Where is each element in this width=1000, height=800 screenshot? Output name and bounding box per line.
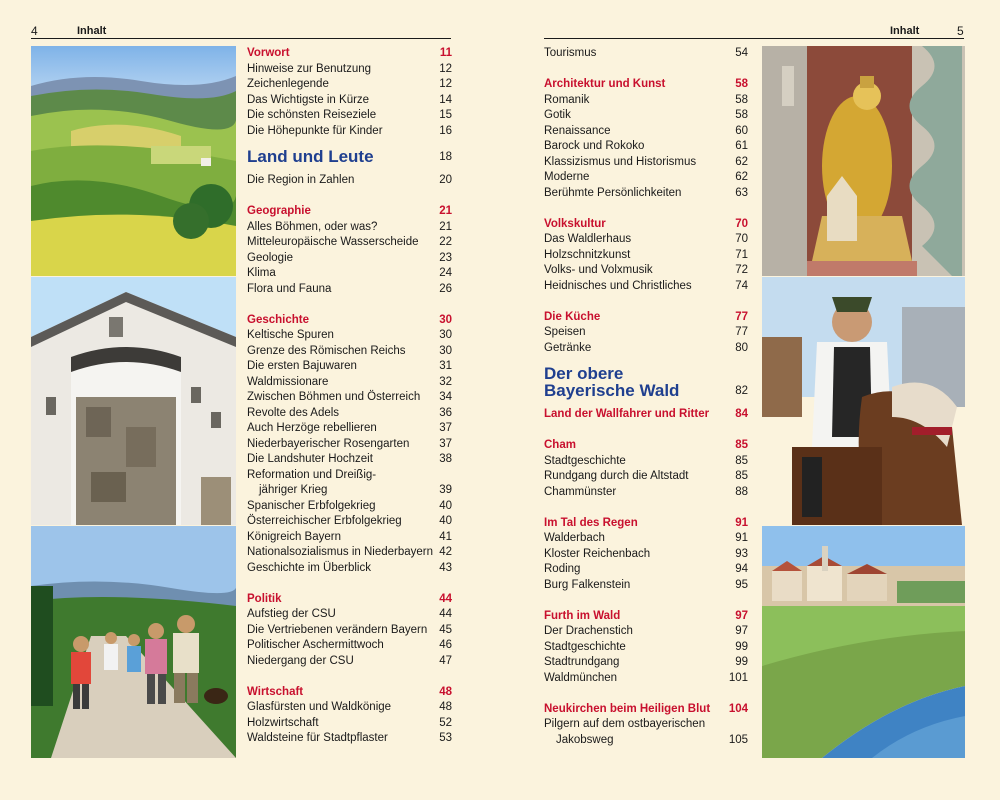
- toc-entry-title: Politischer Aschermittwoch: [247, 639, 384, 651]
- toc-entry-title: Jakobsweg: [556, 733, 614, 746]
- right-page-number: 5: [957, 24, 964, 38]
- toc-entry[interactable]: [544, 733, 748, 749]
- toc-spacer: [247, 669, 452, 685]
- toc-page-number: 24: [439, 267, 452, 279]
- toc-entry-title: Moderne: [544, 171, 590, 183]
- toc-page-number: 34: [439, 391, 452, 403]
- toc-entry[interactable]: [544, 671, 748, 687]
- toc-entry-title: Waldmünchen: [544, 671, 618, 684]
- toc-entry[interactable]: [247, 359, 452, 375]
- toc-entry-title: Klassizismus und Historismus: [544, 155, 697, 168]
- toc-entry-title: Land der Wallfahrer und Ritter: [544, 408, 710, 420]
- toc-entry-title: Vorwort: [247, 47, 290, 59]
- baroque-statue-photo: [762, 46, 965, 276]
- toc-page-number: 60: [735, 124, 748, 137]
- toc-chapter-heading[interactable]: [544, 516, 748, 532]
- toc-entry-title: Die Küche: [544, 310, 601, 323]
- toc-spacer: [247, 189, 452, 205]
- toc-entry-title: Niederbayerischer Rosengarten: [247, 437, 410, 450]
- toc-page-number: 36: [439, 406, 452, 419]
- toc-entry-title: Die Landshuter Hochzeit: [247, 453, 373, 465]
- toc-page-number: 72: [735, 264, 748, 276]
- toc-entry-title: Waldsteine für Stadtpflaster: [247, 732, 388, 744]
- toc-chapter-heading[interactable]: [544, 438, 748, 454]
- toc-page-number: 58: [735, 78, 748, 90]
- toc-entry[interactable]: [247, 530, 452, 546]
- toc-entry[interactable]: [544, 263, 748, 279]
- hikers-photo: [31, 526, 236, 758]
- toc-entry[interactable]: [544, 624, 748, 640]
- toc-entry-title: Auch Herzöge rebellieren: [247, 422, 377, 434]
- toc-spacer: [544, 686, 748, 702]
- toc-entry[interactable]: [247, 437, 452, 453]
- toc-page-number: 18: [439, 151, 452, 163]
- toc-page-number: 21: [439, 220, 452, 233]
- toc-entry[interactable]: [247, 77, 452, 93]
- right-toc: [544, 46, 748, 748]
- toc-page-number: 70: [735, 217, 748, 230]
- toc-entry[interactable]: [544, 232, 748, 248]
- toc-page-number: 77: [735, 310, 748, 323]
- toc-entry-title: Klima: [247, 267, 276, 279]
- toc-entry[interactable]: [247, 700, 452, 716]
- horseman-photo: [762, 277, 965, 525]
- toc-entry[interactable]: [247, 561, 452, 577]
- toc-page-number: 26: [439, 282, 452, 295]
- toc-chapter-heading[interactable]: [544, 702, 748, 718]
- toc-page-number: 77: [735, 326, 748, 338]
- toc-entry[interactable]: [247, 514, 452, 530]
- toc-entry[interactable]: [544, 531, 748, 547]
- toc-entry[interactable]: [247, 173, 452, 189]
- toc-entry-title: Tourismus: [544, 47, 597, 59]
- toc-entry[interactable]: [247, 638, 452, 654]
- toc-spacer: [544, 201, 748, 217]
- toc-entry[interactable]: [544, 186, 748, 202]
- toc-entry-title: Grenze des Römischen Reichs: [247, 344, 406, 357]
- toc-chapter-heading[interactable]: [247, 204, 452, 220]
- toc-page-number: 62: [735, 155, 748, 168]
- toc-entry-title: Waldmissionare: [247, 375, 329, 388]
- toc-entry[interactable]: [247, 282, 452, 298]
- toc-entry-title: Niedergang der CSU: [247, 654, 354, 667]
- toc-entry[interactable]: [247, 328, 452, 344]
- toc-entry-title: Holzschnitzkunst: [544, 248, 631, 261]
- toc-entry[interactable]: [544, 279, 748, 295]
- toc-page-number: 85: [735, 439, 748, 451]
- toc-entry[interactable]: [247, 654, 452, 670]
- toc-entry-title: Mitteleuropäische Wasserscheide: [247, 236, 419, 248]
- toc-entry[interactable]: [544, 578, 748, 594]
- toc-page-number: 39: [439, 484, 452, 496]
- toc-entry-title: Der Drachenstich: [544, 625, 633, 637]
- toc-page-number: 97: [735, 625, 748, 637]
- section-title-text: Der obere: [544, 364, 624, 383]
- toc-page-number: 84: [735, 408, 748, 420]
- toc-spacer: [544, 294, 748, 310]
- toc-entry-title: Volks- und Volxmusik: [544, 264, 653, 276]
- toc-entry[interactable]: [544, 547, 748, 563]
- toc-page-number: 82: [735, 385, 748, 397]
- toc-page-number: 91: [735, 516, 748, 529]
- toc-page-number: 15: [439, 109, 452, 121]
- toc-entry-title: Politik: [247, 592, 282, 605]
- toc-entry-title: Holzwirtschaft: [247, 716, 319, 729]
- toc-entry[interactable]: [247, 251, 452, 267]
- toc-spacer: [544, 423, 748, 439]
- toc-section-title[interactable]: [544, 365, 748, 399]
- toc-entry[interactable]: [544, 46, 748, 62]
- toc-page-number: 54: [735, 47, 748, 59]
- toc-entry-title: Stadtgeschichte: [544, 454, 626, 467]
- toc-entry[interactable]: [544, 170, 748, 186]
- toc-entry-title: Berühmte Persönlichkeiten: [544, 186, 682, 199]
- toc-entry-title: Gotik: [544, 109, 571, 121]
- toc-entry-title: Flora und Fauna: [247, 282, 332, 295]
- toc-page-number: 94: [735, 563, 748, 575]
- toc-entry[interactable]: [247, 607, 452, 623]
- toc-entry[interactable]: [247, 62, 452, 78]
- toc-entry-title: Stadtrundgang: [544, 656, 620, 668]
- toc-page-number: 42: [439, 546, 452, 558]
- toc-entry[interactable]: [247, 421, 452, 437]
- toc-page-number: 16: [439, 124, 452, 137]
- toc-entry[interactable]: [544, 717, 748, 733]
- toc-spacer: [544, 500, 748, 516]
- toc-entry-title: jähriger Krieg: [259, 484, 328, 496]
- toc-entry-title: Die Vertriebenen verändern Bayern: [247, 623, 428, 636]
- toc-entry-title: Burg Falkenstein: [544, 578, 631, 591]
- toc-chapter-heading[interactable]: [247, 46, 452, 62]
- toc-entry-title: Alles Böhmen, oder was?: [247, 220, 378, 233]
- toc-entry-title: Das Wichtigste in Kürze: [247, 93, 370, 106]
- toc-entry[interactable]: [247, 406, 452, 422]
- toc-entry-title: Aufstieg der CSU: [247, 608, 336, 620]
- toc-entry-title: Geologie: [247, 251, 294, 264]
- toc-entry[interactable]: [247, 545, 452, 561]
- toc-page-number: 40: [439, 515, 452, 527]
- toc-entry-title: Furth im Wald: [544, 609, 621, 622]
- toc-page-number: 23: [439, 251, 452, 264]
- toc-page-number: 80: [735, 341, 748, 354]
- toc-page-number: 53: [439, 732, 452, 744]
- section-title-text-line2: Bayerische Wald: [544, 381, 680, 400]
- toc-page-number: 30: [439, 313, 452, 326]
- toc-page-number: 88: [735, 485, 748, 498]
- toc-chapter-heading[interactable]: [247, 313, 452, 329]
- toc-chapter-heading[interactable]: [544, 407, 748, 423]
- toc-chapter-heading[interactable]: [544, 310, 748, 326]
- toc-page-number: 74: [735, 279, 748, 292]
- toc-page-number: 47: [439, 654, 452, 667]
- left-toc: [247, 46, 452, 747]
- toc-spacer: [544, 593, 748, 609]
- left-header-rule: [31, 38, 451, 39]
- toc-chapter-heading[interactable]: [544, 77, 748, 93]
- toc-page-number: 12: [439, 62, 452, 75]
- left-page-number: 4: [31, 24, 38, 38]
- toc-page-number: 58: [735, 109, 748, 121]
- toc-page-number: 21: [439, 205, 452, 217]
- toc-page-number: 40: [439, 499, 452, 512]
- toc-page-number: 105: [728, 733, 748, 746]
- toc-page-number: 99: [735, 656, 748, 668]
- toc-page-number: 30: [439, 329, 452, 341]
- toc-entry-title: Zeichenlegende: [247, 78, 329, 90]
- toc-entry-title: Die schönsten Reiseziele: [247, 109, 377, 121]
- toc-entry-title: Reformation und Dreißig-: [247, 468, 377, 481]
- toc-entry-title: Heidnisches und Christliches: [544, 279, 692, 292]
- toc-entry[interactable]: [247, 468, 452, 484]
- toc-page-number: 44: [439, 592, 452, 605]
- toc-entry-title: Romanik: [544, 93, 590, 106]
- toc-entry[interactable]: [247, 375, 452, 391]
- toc-page-number: 38: [439, 453, 452, 465]
- toc-entry-title: Roding: [544, 563, 581, 575]
- toc-entry-title: Zwischen Böhmen und Österreich: [247, 391, 421, 403]
- toc-page-number: 48: [439, 701, 452, 713]
- toc-page-number: 43: [439, 561, 452, 574]
- toc-entry[interactable]: [544, 341, 748, 357]
- toc-page-number: 97: [735, 609, 748, 622]
- toc-entry-title: Die ersten Bajuwaren: [247, 360, 357, 372]
- toc-page-number: 32: [439, 375, 452, 388]
- toc-entry-title: Spanischer Erbfolgekrieg: [247, 499, 376, 512]
- toc-page-number: 20: [439, 174, 452, 186]
- left-running-head: Inhalt: [77, 25, 107, 37]
- toc-page-number: 37: [439, 437, 452, 450]
- tower-building-photo: [31, 277, 236, 525]
- toc-entry[interactable]: [247, 266, 452, 282]
- toc-chapter-heading[interactable]: [247, 592, 452, 608]
- toc-page-number: 46: [439, 639, 452, 651]
- toc-entry[interactable]: [544, 155, 748, 171]
- toc-page-number: 37: [439, 422, 452, 434]
- toc-entry-title: Das Waldlerhaus: [544, 233, 632, 245]
- toc-entry[interactable]: [544, 325, 748, 341]
- toc-entry[interactable]: [247, 235, 452, 251]
- toc-entry[interactable]: [544, 248, 748, 264]
- section-title-text: Land und Leute: [247, 147, 374, 166]
- toc-page-number: 85: [735, 454, 748, 467]
- toc-entry-title: Neukirchen beim Heiligen Blut: [544, 702, 711, 715]
- right-header-rule: [544, 38, 964, 39]
- toc-entry-title: Die Höhepunkte für Kinder: [247, 124, 383, 137]
- toc-chapter-heading[interactable]: [544, 609, 748, 625]
- toc-chapter-heading[interactable]: [544, 217, 748, 233]
- toc-entry[interactable]: [247, 452, 452, 468]
- toc-page-number: 71: [735, 248, 748, 261]
- toc-page-number: 44: [439, 608, 452, 620]
- toc-entry[interactable]: [544, 108, 748, 124]
- toc-entry-title: Geographie: [247, 205, 311, 217]
- toc-spacer: [247, 576, 452, 592]
- toc-entry[interactable]: [544, 469, 748, 485]
- toc-entry-title: Barock und Rokoko: [544, 140, 645, 152]
- toc-page-number: 52: [439, 716, 452, 729]
- toc-entry[interactable]: [247, 716, 452, 732]
- toc-entry-title: Wirtschaft: [247, 685, 304, 698]
- toc-entry-title: Geschichte: [247, 313, 309, 326]
- toc-entry-title: Glasfürsten und Waldkönige: [247, 701, 392, 713]
- toc-page-number: 22: [439, 236, 452, 248]
- toc-entry-title: Königreich Bayern: [247, 530, 341, 543]
- toc-entry[interactable]: [544, 655, 748, 671]
- toc-page-number: 99: [735, 640, 748, 653]
- toc-entry-title: Nationalsozialismus in Niederbayern: [247, 546, 434, 558]
- toc-page-number: 91: [735, 532, 748, 544]
- toc-page-number: 93: [735, 547, 748, 560]
- toc-entry-title: Die Region in Zahlen: [247, 174, 355, 186]
- toc-spacer: [544, 62, 748, 78]
- toc-entry-title: Volkskultur: [544, 217, 606, 230]
- toc-entry[interactable]: [544, 640, 748, 656]
- toc-spacer: [247, 297, 452, 313]
- toc-entry[interactable]: [544, 485, 748, 501]
- toc-page-number: 101: [728, 671, 748, 684]
- toc-page-number: 58: [735, 93, 748, 106]
- toc-entry-title: Architektur und Kunst: [544, 78, 666, 90]
- toc-entry-title: Rundgang durch die Altstadt: [544, 470, 689, 482]
- toc-entry-title: Cham: [544, 439, 576, 451]
- toc-page-number: 85: [735, 470, 748, 482]
- toc-page-number: 104: [728, 702, 748, 715]
- toc-page-number: 41: [439, 530, 452, 543]
- toc-page-number: 70: [735, 233, 748, 245]
- toc-entry[interactable]: [247, 483, 452, 499]
- toc-entry[interactable]: [247, 220, 452, 236]
- toc-entry[interactable]: [247, 390, 452, 406]
- toc-entry-title: Österreichischer Erbfolgekrieg: [247, 515, 402, 527]
- toc-entry-title: Kloster Reichenbach: [544, 547, 651, 560]
- toc-page-number: 95: [735, 578, 748, 591]
- toc-entry-title: Revolte des Adels: [247, 406, 340, 419]
- toc-entry[interactable]: [544, 454, 748, 470]
- toc-entry-title: Pilgern auf dem ostbayerischen: [544, 718, 706, 730]
- toc-chapter-heading[interactable]: [247, 685, 452, 701]
- toc-entry-title: Geschichte im Überblick: [247, 561, 371, 574]
- river-town-photo: [762, 526, 965, 758]
- toc-entry-title: Renaissance: [544, 124, 611, 137]
- toc-page-number: 61: [735, 140, 748, 152]
- toc-entry-title: Keltische Spuren: [247, 329, 334, 341]
- toc-entry[interactable]: [247, 124, 452, 140]
- toc-entry[interactable]: [247, 93, 452, 109]
- toc-page-number: 30: [439, 344, 452, 357]
- toc-entry-title: Walderbach: [544, 532, 605, 544]
- toc-page-number: 48: [439, 685, 452, 698]
- toc-page-number: 11: [439, 47, 452, 59]
- toc-entry[interactable]: [247, 731, 452, 747]
- toc-entry[interactable]: [247, 499, 452, 515]
- toc-entry-title: Getränke: [544, 341, 592, 354]
- toc-entry[interactable]: [247, 108, 452, 124]
- toc-page-number: 12: [439, 78, 452, 90]
- landscape-photo: [31, 46, 236, 276]
- toc-entry[interactable]: [544, 124, 748, 140]
- toc-page-number: 31: [439, 360, 452, 372]
- toc-entry-title: Hinweise zur Benutzung: [247, 62, 372, 75]
- toc-entry-title: Stadtgeschichte: [544, 640, 626, 653]
- toc-entry-title: Speisen: [544, 326, 586, 338]
- toc-entry[interactable]: [544, 139, 748, 155]
- toc-entry[interactable]: [544, 562, 748, 578]
- toc-page-number: 45: [439, 623, 452, 636]
- toc-entry-title: Chammünster: [544, 485, 617, 498]
- toc-page-number: 62: [735, 171, 748, 183]
- toc-page-number: 14: [439, 93, 452, 106]
- right-running-head: Inhalt: [890, 25, 920, 37]
- toc-section-title[interactable]: [247, 148, 452, 165]
- toc-entry-title: Im Tal des Regen: [544, 516, 638, 529]
- toc-page-number: 63: [735, 186, 748, 199]
- toc-entry[interactable]: [247, 623, 452, 639]
- toc-entry[interactable]: [247, 344, 452, 360]
- toc-entry[interactable]: [544, 93, 748, 109]
